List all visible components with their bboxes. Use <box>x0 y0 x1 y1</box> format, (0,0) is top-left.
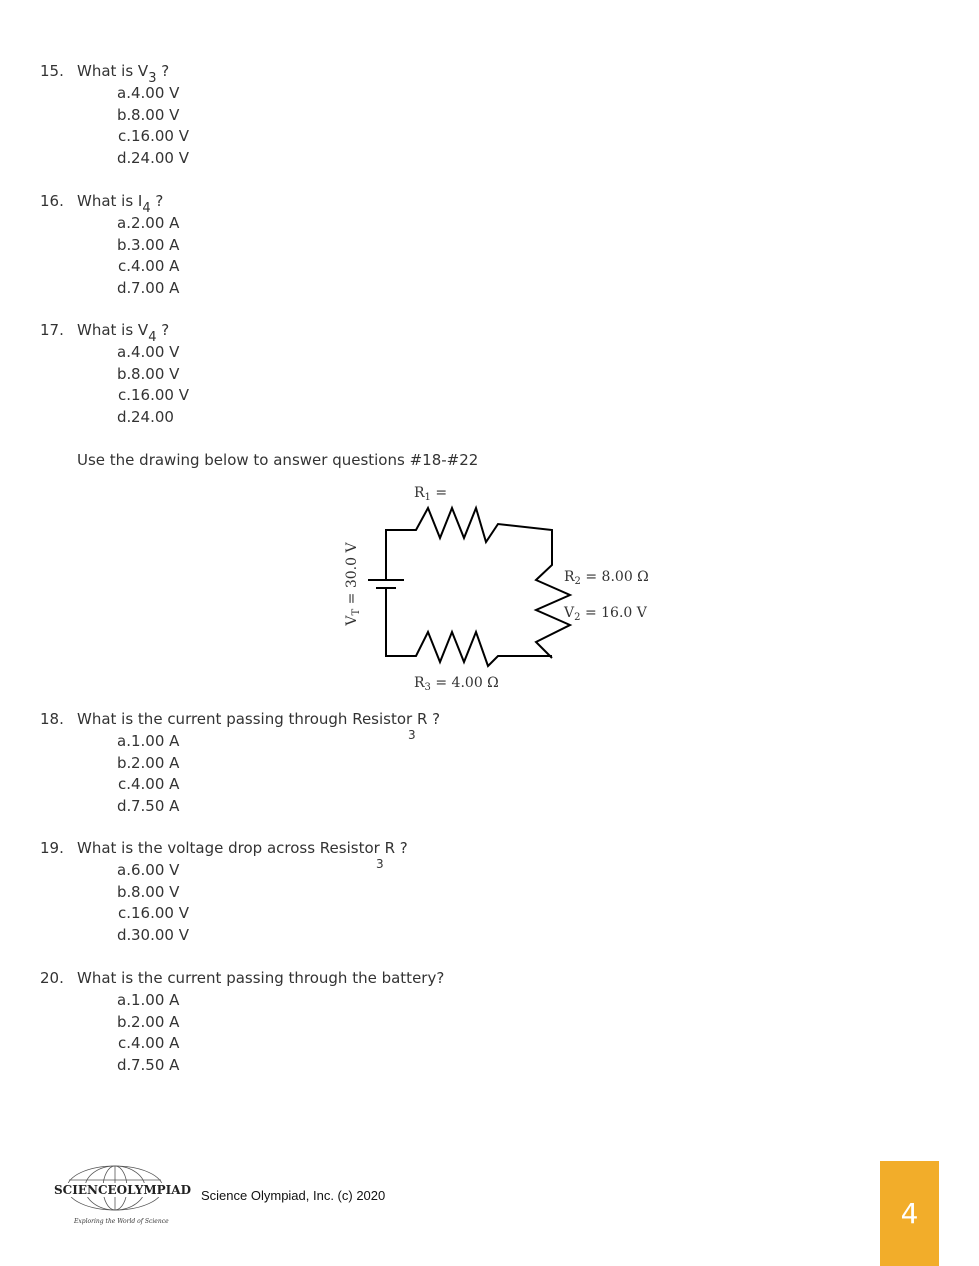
option-b: b.8.00 V <box>117 105 180 124</box>
options-list <box>117 860 189 946</box>
option-d: d.24.00 V <box>117 148 189 167</box>
question-number: 19. <box>40 839 64 857</box>
question-text: What is the voltage drop across Resistor R ? <box>77 839 408 857</box>
options-list <box>117 83 189 169</box>
option-d: d.24.00 <box>117 407 174 426</box>
question-number: 17. <box>40 321 64 339</box>
v2-label: $V_2 = 16.0$ V <box>564 605 647 623</box>
question-number: 18. <box>40 710 64 728</box>
circuit-diagram <box>330 480 660 695</box>
r1-label: $R_1$ = <box>414 485 448 503</box>
option-b: b.2.00 A <box>117 1012 180 1031</box>
option-d: d.30.00 V <box>117 925 189 944</box>
subscript: 3 <box>408 728 416 742</box>
option-c: c.4.00 A <box>117 257 180 276</box>
option-b: b.3.00 A <box>117 235 180 254</box>
option-d: d.7.50 A <box>117 1055 180 1074</box>
option-a: a.4.00 V <box>117 343 180 361</box>
subscript: 3 <box>148 71 157 86</box>
options-list <box>117 731 179 817</box>
copyright-text: Science Olympiad, Inc. (c) 2020 <box>201 1188 386 1203</box>
option-c: c.4.00 A <box>117 775 180 794</box>
page-number-badge <box>880 1161 939 1266</box>
option-b: b.2.00 A <box>117 753 180 772</box>
option-d: d.7.50 A <box>117 796 180 815</box>
question-text: What is the current passing through Resistor R ? <box>77 710 441 728</box>
option-c: c.16.00 V <box>117 386 189 405</box>
option-c: c.16.00 V <box>117 904 189 923</box>
options-list <box>117 342 189 428</box>
r2-label: $R_2 = 8.00$ Ω <box>564 569 649 587</box>
logo-tagline: Exploring the World of Science <box>74 1218 169 1225</box>
option-b: b.8.00 V <box>117 364 180 383</box>
question-text: What is the current passing through the battery? <box>77 969 445 987</box>
subscript: 4 <box>148 330 157 345</box>
subscript: 3 <box>376 857 384 871</box>
subscript: 4 <box>142 201 151 216</box>
question-text: What is V4 ? <box>77 321 170 345</box>
option-a: a.1.00 A <box>117 732 180 750</box>
option-c: c.16.00 V <box>117 127 189 146</box>
option-b: b.8.00 V <box>117 882 180 901</box>
circuit-intro-text: Use the drawing below to answer questions #18-#22 <box>77 451 479 469</box>
resistor-r3 <box>386 598 552 666</box>
options-list <box>117 990 179 1076</box>
logo-text: SCIENCEOLYMPIAD <box>54 1183 191 1197</box>
page-number: 4 <box>900 1197 919 1230</box>
science-olympiad-logo <box>50 1160 191 1236</box>
vt-label: $V_T = 30.0$ V <box>344 542 362 626</box>
question-number: 20. <box>40 969 64 987</box>
option-a: a.6.00 V <box>117 861 180 879</box>
option-c: c.4.00 A <box>117 1034 180 1053</box>
option-a: a.2.00 A <box>117 214 180 232</box>
option-a: a.4.00 V <box>117 84 180 102</box>
question-number: 15. <box>40 62 64 80</box>
question-text: What is V3 ? <box>77 62 170 86</box>
options-list <box>117 213 179 299</box>
r3-label: $R_3 = 4.00$ Ω <box>414 675 499 693</box>
option-d: d.7.00 A <box>117 278 180 297</box>
question-number: 16. <box>40 192 64 210</box>
question-text: What is I4 ? <box>77 192 164 216</box>
option-a: a.1.00 A <box>117 991 180 1009</box>
